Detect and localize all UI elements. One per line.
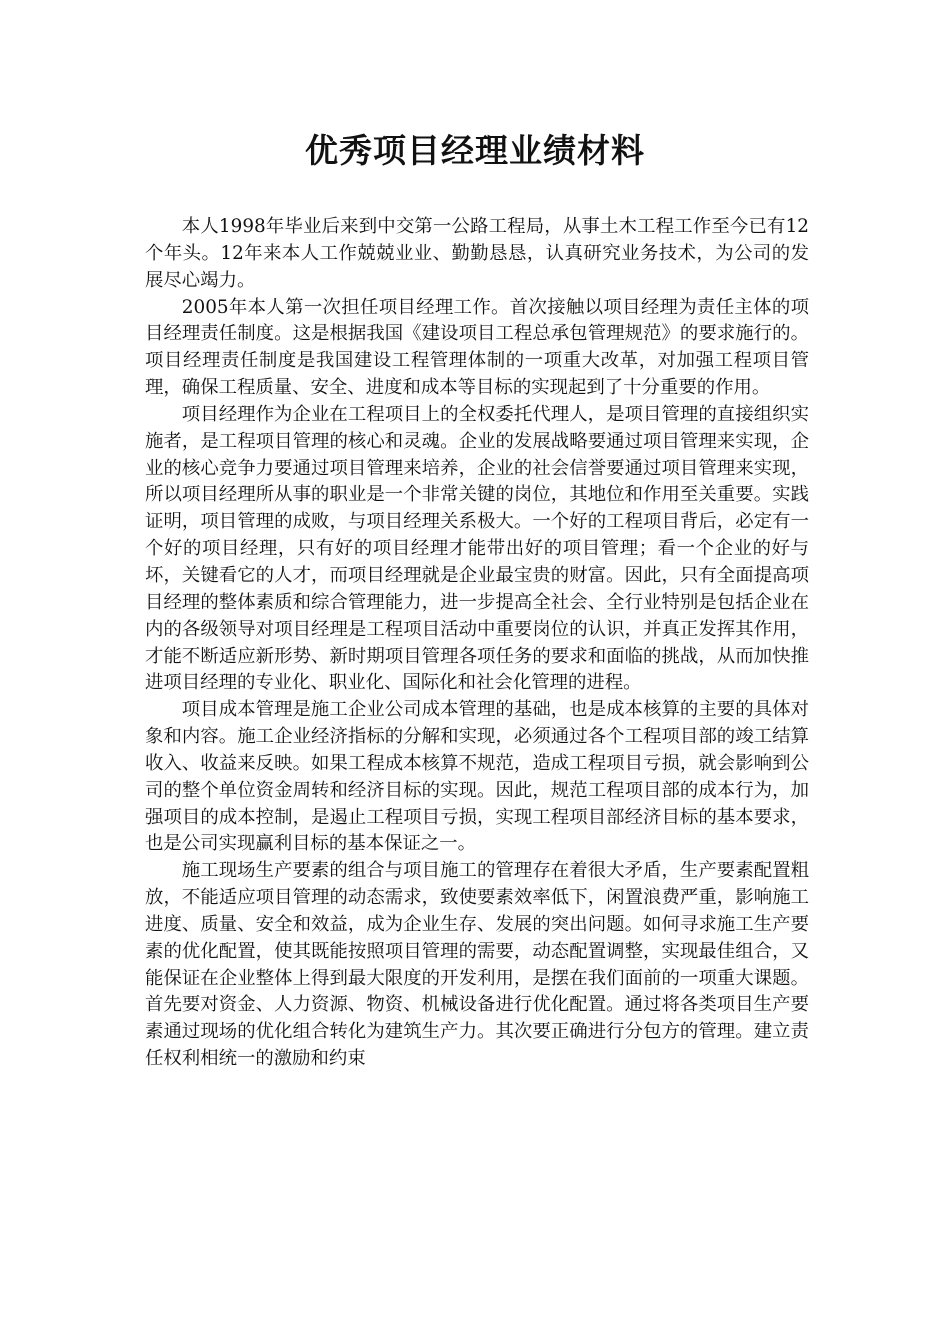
paragraph-5: 施工现场生产要素的组合与项目施工的管理存在着很大矛盾，生产要素配置粗放，不能适应项目管理的动态需求，致使要素效率低下，闲置浪费严重，影响施工进度、质量、安全和效益，成为企业生存、发展的突出问题。如何寻求施工生产要素的优化配置，使其既能按照项目管理的需要，动态配置调整，实现最佳组合，又能保证在企业整体上得到最大限度的开发利用，是摆在我们面前的一项重大课题。首先要对资金、人力资源、物资、机械设备进行优化配置。通过将各类项目生产要素通过现场的优化组合转化为建筑生产力。其次要正确进行分包方的管理。建立责任权利相统一的激励和约束 bbox=[145, 860, 809, 1070]
paragraph-4: 项目成本管理是施工企业公司成本管理的基础，也是成本核算的主要的具体对象和内容。施工企业经济指标的分解和实现，必须通过各个工程项目部的竣工结算收入、收益来反映。如果工程成本核算不规范，造成工程项目亏损，就会影响到公司的整个单位资金周转和经济目标的实现。因此，规范工程项目部的成本行为，加强项目的成本控制，是遏止工程项目亏损，实现工程项目部经济目标的基本要求，也是公司实现赢利目标的基本保证之一。 bbox=[145, 699, 809, 855]
paragraph-3: 项目经理作为企业在工程项目上的全权委托代理人，是项目管理的直接组织实施者，是工程项目管理的核心和灵魂。企业的发展战略要通过项目管理来实现，企业的核心竞争力要通过项目管理来培养，企业的社会信誉要通过项目管理来实现，所以项目经理所从事的职业是一个非常关键的岗位，其地位和作用至关重要。实践证明，项目管理的成败，与项目经理关系极大。一个好的工程项目背后，必定有一个好的项目经理，只有好的项目经理才能带出好的项目管理；看一个企业的好与坏，关键看它的人才，而项目经理就是企业最宝贵的财富。因此，只有全面提高项目经理的整体素质和综合管理能力，进一步提高全社会、全行业特别是包括企业在内的各级领导对项目经理是工程项目活动中重要岗位的认识，并真正发挥其作用，才能不断适应新形势、新时期项目管理各项任务的要求和面临的挑战，从而加快推进项目经理的专业化、职业化、国际化和社会化管理的进程。 bbox=[145, 403, 809, 694]
document-title: 优秀项目经理业绩材料 bbox=[305, 131, 645, 170]
document-body bbox=[145, 214, 809, 1073]
paragraph-1: 本人1998年毕业后来到中交第一公路工程局，从事土木工程工作至今已有12个年头。12年来本人工作兢兢业业、勤勤恳恳，认真研究业务技术，为公司的发展尽心竭力。 bbox=[145, 216, 809, 291]
paragraph-2: 2005年本人第一次担任项目经理工作。首次接触以项目经理为责任主体的项目经理责任制度。这是根据我国《建设项目工程总承包管理规范》的要求施行的。项目经理责任制度是我国建设工程管理体制的一项重大改革，对加强工程项目管理，确保工程质量、安全、进度和成本等目标的实现起到了十分重要的作用。 bbox=[145, 296, 809, 399]
